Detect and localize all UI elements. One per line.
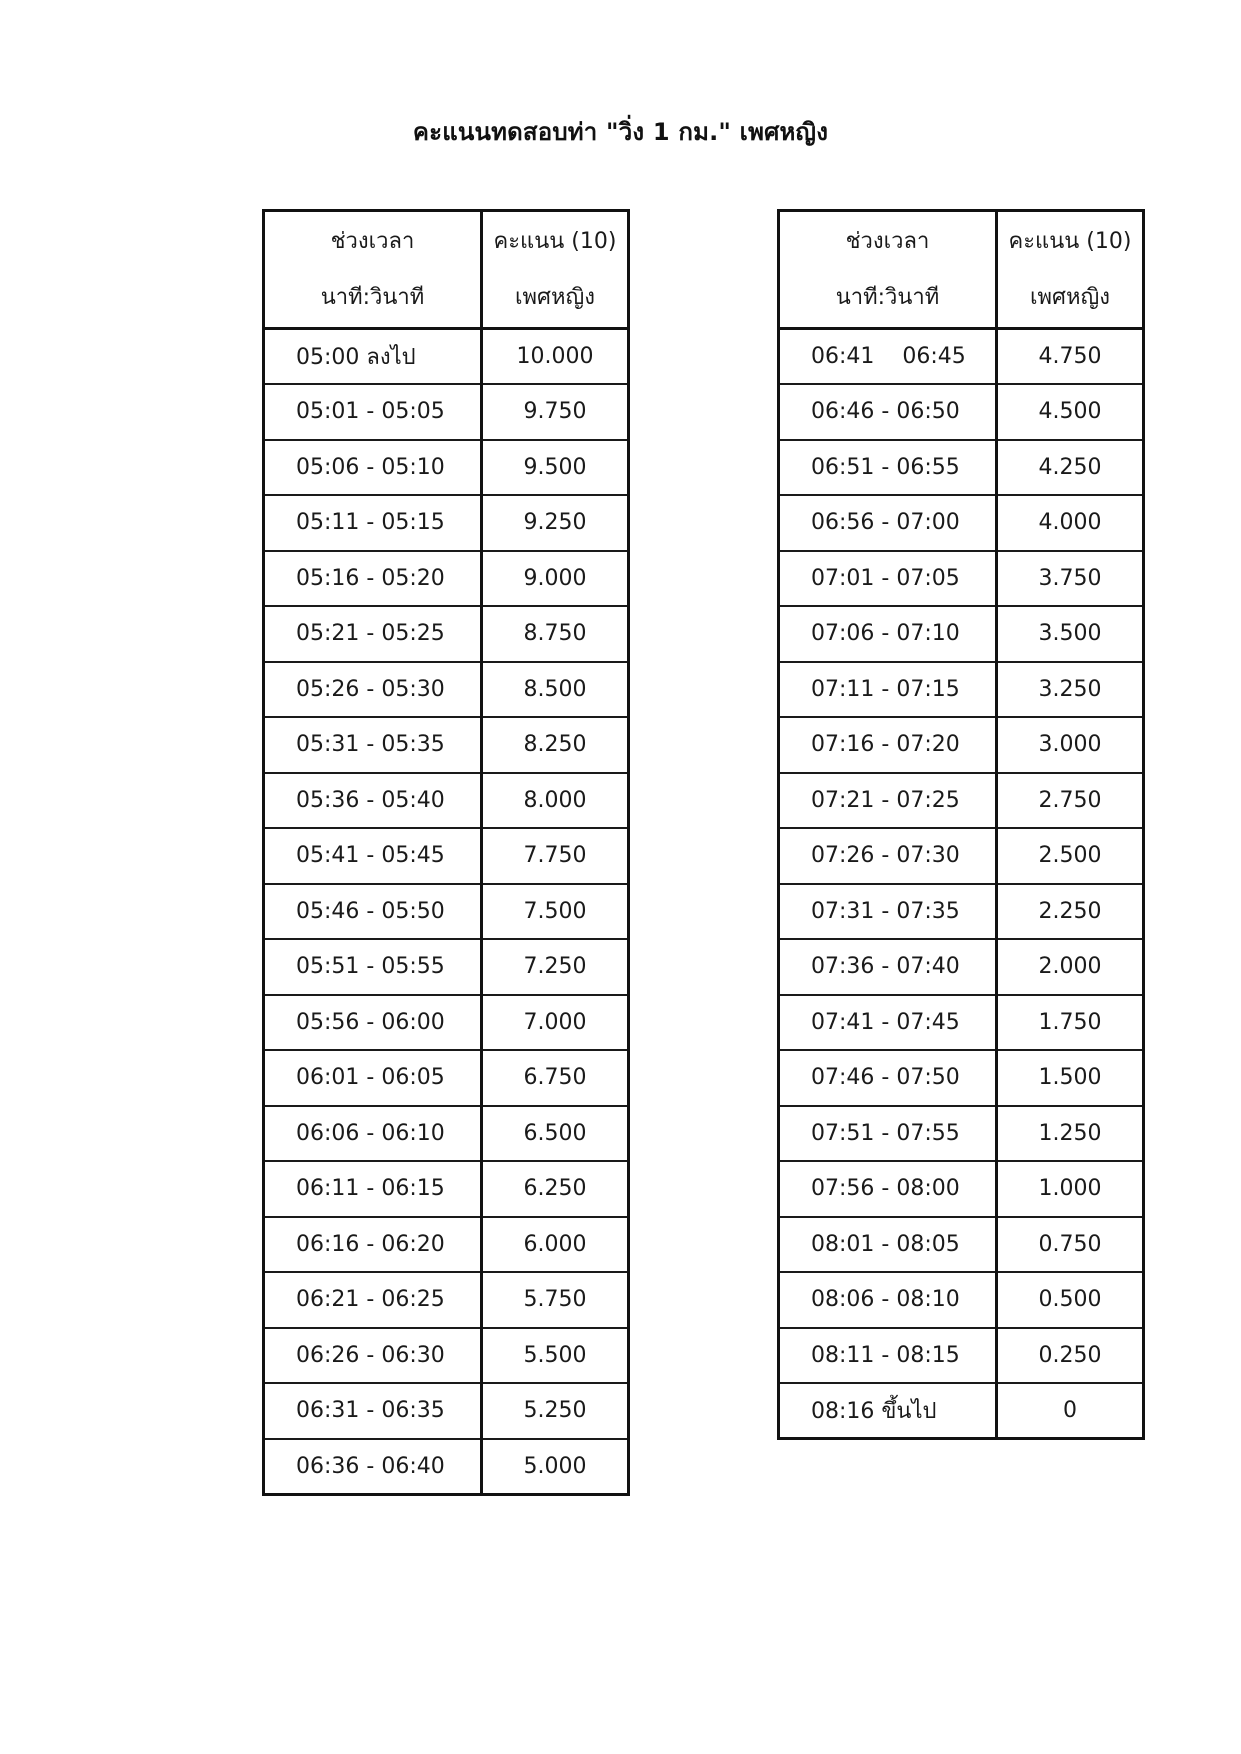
time-range-cell: 07:16 - 07:20 xyxy=(779,717,997,773)
score-table-right xyxy=(777,209,1145,1440)
time-range-cell: 05:00 ลงไป xyxy=(264,329,482,385)
time-range-cell: 08:06 - 08:10 xyxy=(779,1272,997,1328)
time-range-cell: 06:51 - 06:55 xyxy=(779,440,997,496)
score-cell: 3.750 xyxy=(997,551,1144,607)
time-header-line2: นาที:วินาที xyxy=(320,284,425,310)
table-row xyxy=(779,1161,1144,1217)
table-header-row xyxy=(779,211,1144,329)
time-range-cell: 06:01 - 06:05 xyxy=(264,1050,482,1106)
time-range-cell: 05:26 - 05:30 xyxy=(264,662,482,718)
table-row xyxy=(264,1383,629,1439)
time-range-cell: 07:01 - 07:05 xyxy=(779,551,997,607)
table-row xyxy=(779,1217,1144,1273)
score-cell: 2.500 xyxy=(997,828,1144,884)
table-row xyxy=(264,939,629,995)
score-header-line1: คะแนน (10) xyxy=(493,228,617,254)
score-cell: 1.000 xyxy=(997,1161,1144,1217)
table-row xyxy=(779,662,1144,718)
time-range-cell: 07:36 - 07:40 xyxy=(779,939,997,995)
time-range-cell: 06:26 - 06:30 xyxy=(264,1328,482,1384)
score-cell: 8.000 xyxy=(482,773,629,829)
time-column-header xyxy=(779,211,997,329)
table-row xyxy=(779,1328,1144,1384)
time-range-cell: 05:31 - 05:35 xyxy=(264,717,482,773)
time-range-cell: 07:06 - 07:10 xyxy=(779,606,997,662)
table-row xyxy=(264,606,629,662)
score-column-header xyxy=(482,211,629,329)
score-cell: 6.750 xyxy=(482,1050,629,1106)
score-cell: 7.250 xyxy=(482,939,629,995)
table-row xyxy=(264,1161,629,1217)
table-row xyxy=(264,995,629,1051)
table-row xyxy=(779,1383,1144,1439)
time-range-cell: 05:06 - 05:10 xyxy=(264,440,482,496)
score-cell: 4.000 xyxy=(997,495,1144,551)
time-header-line1: ช่วงเวลา xyxy=(845,228,930,254)
time-range-cell: 06:31 - 06:35 xyxy=(264,1383,482,1439)
table-row xyxy=(264,1272,629,1328)
score-cell: 9.500 xyxy=(482,440,629,496)
time-header-line1: ช่วงเวลา xyxy=(330,228,415,254)
time-range-cell: 05:56 - 06:00 xyxy=(264,995,482,1051)
score-cell: 4.250 xyxy=(997,440,1144,496)
table-row xyxy=(264,662,629,718)
score-cell: 8.250 xyxy=(482,717,629,773)
table-row xyxy=(264,329,629,385)
score-cell: 9.000 xyxy=(482,551,629,607)
right-table-body xyxy=(779,329,1144,1439)
time-range-cell: 06:06 - 06:10 xyxy=(264,1106,482,1162)
time-range-cell: 05:41 - 05:45 xyxy=(264,828,482,884)
time-range-cell: 07:21 - 07:25 xyxy=(779,773,997,829)
time-range-cell: 07:51 - 07:55 xyxy=(779,1106,997,1162)
time-header-line2: นาที:วินาที xyxy=(835,284,940,310)
score-cell: 7.750 xyxy=(482,828,629,884)
time-range-cell: 08:16 ขึ้นไป xyxy=(779,1383,997,1439)
time-range-cell: 06:41 06:45 xyxy=(779,329,997,385)
score-cell: 1.250 xyxy=(997,1106,1144,1162)
score-cell: 5.500 xyxy=(482,1328,629,1384)
time-range-cell: 06:21 - 06:25 xyxy=(264,1272,482,1328)
time-range-cell: 05:36 - 05:40 xyxy=(264,773,482,829)
table-header-row xyxy=(264,211,629,329)
score-cell: 0.250 xyxy=(997,1328,1144,1384)
table-row xyxy=(779,329,1144,385)
score-table-left xyxy=(262,209,630,1496)
score-cell: 0 xyxy=(997,1383,1144,1439)
table-row xyxy=(779,495,1144,551)
table-row xyxy=(264,884,629,940)
table-row xyxy=(264,1328,629,1384)
score-cell: 7.000 xyxy=(482,995,629,1051)
score-cell: 3.000 xyxy=(997,717,1144,773)
table-row xyxy=(779,884,1144,940)
time-range-cell: 08:11 - 08:15 xyxy=(779,1328,997,1384)
score-header-line2: เพศหญิง xyxy=(515,284,595,310)
time-range-cell: 07:56 - 08:00 xyxy=(779,1161,997,1217)
score-cell: 7.500 xyxy=(482,884,629,940)
time-range-cell: 06:46 - 06:50 xyxy=(779,384,997,440)
time-range-cell: 08:01 - 08:05 xyxy=(779,1217,997,1273)
score-cell: 8.500 xyxy=(482,662,629,718)
time-range-cell: 07:26 - 07:30 xyxy=(779,828,997,884)
time-range-cell: 05:01 - 05:05 xyxy=(264,384,482,440)
score-cell: 5.750 xyxy=(482,1272,629,1328)
score-cell: 2.750 xyxy=(997,773,1144,829)
score-cell: 6.000 xyxy=(482,1217,629,1273)
score-cell: 0.500 xyxy=(997,1272,1144,1328)
score-cell: 4.500 xyxy=(997,384,1144,440)
document-title: คะแนนทดสอบท่า "วิ่ง 1 กม." เพศหญิง xyxy=(412,118,829,146)
time-range-cell: 05:11 - 05:15 xyxy=(264,495,482,551)
table-row xyxy=(264,773,629,829)
table-row xyxy=(779,1272,1144,1328)
score-cell: 3.500 xyxy=(997,606,1144,662)
score-cell: 5.000 xyxy=(482,1439,629,1495)
table-row xyxy=(779,773,1144,829)
time-range-cell: 05:16 - 05:20 xyxy=(264,551,482,607)
table-row xyxy=(779,1050,1144,1106)
table-row xyxy=(779,939,1144,995)
score-cell: 5.250 xyxy=(482,1383,629,1439)
score-cell: 0.750 xyxy=(997,1217,1144,1273)
score-cell: 10.000 xyxy=(482,329,629,385)
table-row xyxy=(264,1050,629,1106)
time-range-cell: 06:11 - 06:15 xyxy=(264,1161,482,1217)
left-table-body xyxy=(264,329,629,1495)
table-row xyxy=(779,1106,1144,1162)
score-cell: 9.750 xyxy=(482,384,629,440)
score-cell: 3.250 xyxy=(997,662,1144,718)
score-cell: 8.750 xyxy=(482,606,629,662)
score-cell: 2.250 xyxy=(997,884,1144,940)
score-cell: 6.250 xyxy=(482,1161,629,1217)
score-cell: 1.500 xyxy=(997,1050,1144,1106)
table-row xyxy=(264,1439,629,1495)
time-range-cell: 07:41 - 07:45 xyxy=(779,995,997,1051)
table-row xyxy=(264,495,629,551)
table-row xyxy=(779,995,1144,1051)
table-row xyxy=(264,440,629,496)
table-row xyxy=(779,828,1144,884)
table-row xyxy=(264,717,629,773)
table-row xyxy=(264,1217,629,1273)
score-cell: 6.500 xyxy=(482,1106,629,1162)
time-range-cell: 06:36 - 06:40 xyxy=(264,1439,482,1495)
table-row xyxy=(779,606,1144,662)
score-cell: 9.250 xyxy=(482,495,629,551)
score-header-line1: คะแนน (10) xyxy=(1008,228,1132,254)
score-cell: 2.000 xyxy=(997,939,1144,995)
score-cell: 1.750 xyxy=(997,995,1144,1051)
time-range-cell: 05:46 - 05:50 xyxy=(264,884,482,940)
table-row xyxy=(264,384,629,440)
time-range-cell: 07:46 - 07:50 xyxy=(779,1050,997,1106)
score-header-line2: เพศหญิง xyxy=(1030,284,1110,310)
time-range-cell: 05:51 - 05:55 xyxy=(264,939,482,995)
table-row xyxy=(779,440,1144,496)
score-cell: 4.750 xyxy=(997,329,1144,385)
time-range-cell: 07:31 - 07:35 xyxy=(779,884,997,940)
table-row xyxy=(264,1106,629,1162)
time-range-cell: 07:11 - 07:15 xyxy=(779,662,997,718)
table-row xyxy=(779,384,1144,440)
table-row xyxy=(264,828,629,884)
time-range-cell: 05:21 - 05:25 xyxy=(264,606,482,662)
time-column-header xyxy=(264,211,482,329)
table-row xyxy=(779,717,1144,773)
score-column-header xyxy=(997,211,1144,329)
table-row xyxy=(264,551,629,607)
time-range-cell: 06:56 - 07:00 xyxy=(779,495,997,551)
table-row xyxy=(779,551,1144,607)
time-range-cell: 06:16 - 06:20 xyxy=(264,1217,482,1273)
